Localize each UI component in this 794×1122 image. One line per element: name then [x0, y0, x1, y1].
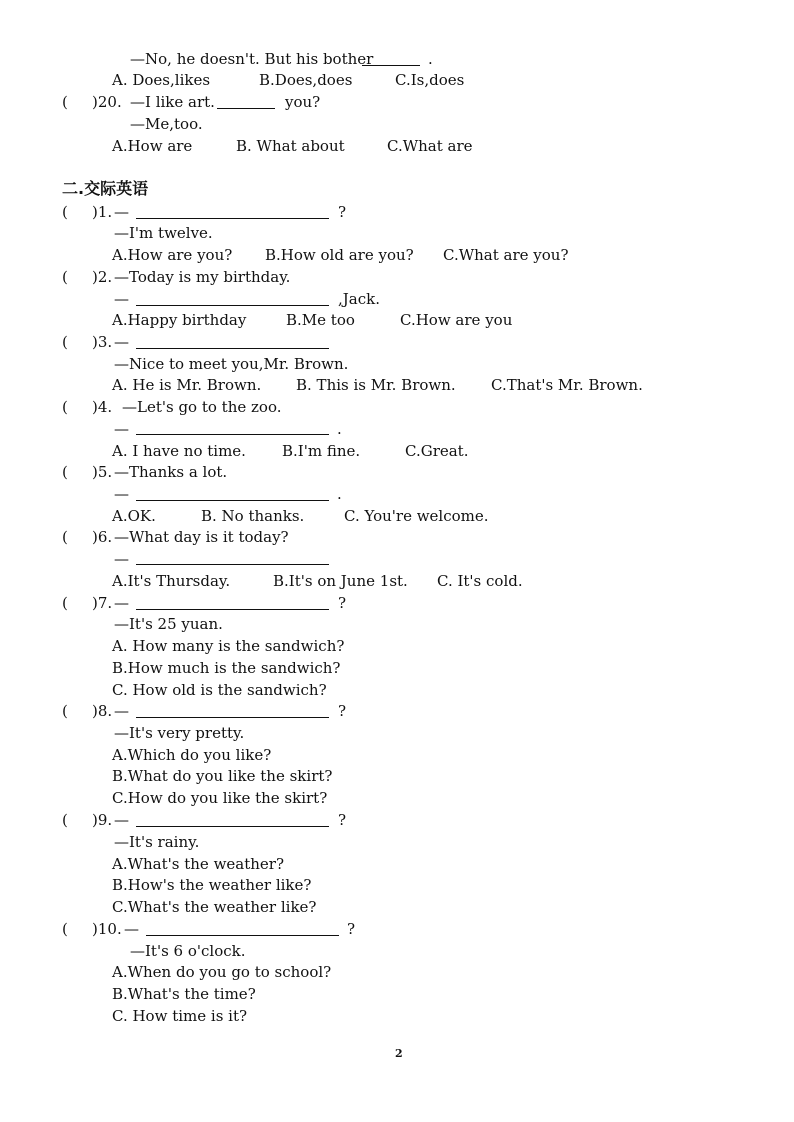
item8-number: )8. — [92, 702, 113, 720]
item4-option-c: C.Great. — [405, 442, 469, 460]
item8-paren-open: ( — [62, 702, 68, 720]
item7-line2: —It's 25 yuan. — [114, 615, 223, 633]
item4-number: )4. — [92, 398, 113, 416]
q19-blank[interactable] — [362, 65, 420, 66]
q20-answer-line: —Me,too. — [130, 115, 203, 133]
item3-blank[interactable] — [136, 348, 329, 349]
item9-line2: —It's rainy. — [114, 833, 200, 851]
item7-number: )7. — [92, 594, 113, 612]
item7-option-b: B.How much is the sandwich? — [112, 659, 341, 677]
item9-paren-open: ( — [62, 811, 68, 829]
item1-blank[interactable] — [136, 218, 329, 219]
item10-number: )10. — [92, 920, 122, 938]
item8-line1-end: ? — [338, 702, 347, 720]
item1-option-b: B.How old are you? — [265, 246, 414, 264]
item9-number: )9. — [92, 811, 113, 829]
item3-line2: —Nice to meet you,Mr. Brown. — [114, 355, 349, 373]
item1-option-a: A.How are you? — [112, 246, 233, 264]
item10-option-b: B.What's the time? — [112, 985, 256, 1003]
item4-line2-end: . — [337, 420, 342, 438]
q20-blank[interactable] — [217, 108, 275, 109]
item4-option-b: B.I'm fine. — [282, 442, 361, 460]
item8-line2: —It's very pretty. — [114, 724, 245, 742]
item9-line1-end: ? — [338, 811, 347, 829]
item4-paren-open: ( — [62, 398, 68, 416]
item2-option-b: B.Me too — [286, 311, 355, 329]
item9-option-c: C.What's the weather like? — [112, 898, 317, 916]
item8-option-a: A.Which do you like? — [112, 746, 272, 764]
item5-option-c: C. You're welcome. — [344, 507, 489, 525]
item10-blank[interactable] — [146, 935, 339, 936]
q19-answer-end: . — [428, 50, 433, 68]
item2-line2-end: ,Jack. — [338, 290, 380, 308]
item5-line2-end: . — [337, 485, 342, 503]
item1-line1-end: ? — [338, 203, 347, 221]
item3-number: )3. — [92, 333, 113, 351]
q19-option-a: A. Does,likes — [112, 71, 211, 89]
q19-answer-line: —No, he doesn't. But his bother — [130, 50, 374, 68]
item3-option-b: B. This is Mr. Brown. — [296, 376, 456, 394]
item5-number: )5. — [92, 463, 113, 481]
item5-blank[interactable] — [136, 500, 329, 501]
item5-paren-open: ( — [62, 463, 68, 481]
item7-option-c: C. How old is the sandwich? — [112, 681, 327, 699]
item8-line1: — — [114, 702, 129, 720]
q20-stem-end: you? — [285, 93, 321, 111]
item2-option-c: C.How are you — [400, 311, 513, 329]
item3-paren-open: ( — [62, 333, 68, 351]
item5-option-b: B. No thanks. — [201, 507, 305, 525]
item3-option-a: A. He is Mr. Brown. — [112, 376, 262, 394]
item1-line1: — — [114, 203, 129, 221]
q20-option-b: B. What about — [236, 137, 345, 155]
q19-option-c: C.Is,does — [395, 71, 465, 89]
item10-option-a: A.When do you go to school? — [112, 963, 332, 981]
q19-option-b: B.Does,does — [259, 71, 353, 89]
item9-line1: — — [114, 811, 129, 829]
q20-paren-open: ( — [62, 93, 68, 111]
item1-line2: —I'm twelve. — [114, 224, 213, 242]
item6-option-a: A.It's Thursday. — [112, 572, 231, 590]
q20-option-a: A.How are — [112, 137, 193, 155]
item4-line2-start: — — [114, 420, 129, 438]
item6-number: )6. — [92, 528, 113, 546]
item8-option-b: B.What do you like the skirt? — [112, 767, 333, 785]
item10-line2: —It's 6 o'clock. — [130, 942, 246, 960]
item7-line1-end: ? — [338, 594, 347, 612]
item6-line1: —What day is it today? — [114, 528, 289, 546]
item9-option-b: B.How's the weather like? — [112, 876, 312, 894]
item2-paren-open: ( — [62, 268, 68, 286]
item8-option-c: C.How do you like the skirt? — [112, 789, 328, 807]
item1-paren-open: ( — [62, 203, 68, 221]
item10-line1-end: ? — [347, 920, 356, 938]
item3-line1: — — [114, 333, 129, 351]
item4-blank[interactable] — [136, 434, 329, 435]
item4-option-a: A. I have no time. — [112, 442, 246, 460]
item9-blank[interactable] — [136, 826, 329, 827]
item2-number: )2. — [92, 268, 113, 286]
item10-line1: — — [124, 920, 139, 938]
item8-blank[interactable] — [136, 717, 329, 718]
item2-option-a: A.Happy birthday — [112, 311, 247, 329]
item7-blank[interactable] — [136, 609, 329, 610]
item2-blank[interactable] — [136, 305, 329, 306]
item7-line1: — — [114, 594, 129, 612]
item1-option-c: C.What are you? — [443, 246, 569, 264]
q20-stem: —I like art. — [130, 93, 215, 111]
item6-line2-start: — — [114, 550, 129, 568]
item1-number: )1. — [92, 203, 113, 221]
item6-blank[interactable] — [136, 564, 329, 565]
page-number: 2 — [395, 1047, 403, 1060]
item6-option-b: B.It's on June 1st. — [273, 572, 408, 590]
item5-option-a: A.OK. — [112, 507, 156, 525]
item2-line1: —Today is my birthday. — [114, 268, 291, 286]
item5-line1: —Thanks a lot. — [114, 463, 228, 481]
item3-option-c: C.That's Mr. Brown. — [491, 376, 643, 394]
q20-number: )20. — [92, 93, 122, 111]
item4-line1: —Let's go to the zoo. — [122, 398, 282, 416]
item2-line2-start: — — [114, 290, 129, 308]
item6-paren-open: ( — [62, 528, 68, 546]
item5-line2-start: — — [114, 485, 129, 503]
item6-option-c: C. It's cold. — [437, 572, 523, 590]
item10-paren-open: ( — [62, 920, 68, 938]
item10-option-c: C. How time is it? — [112, 1007, 248, 1025]
item7-option-a: A. How many is the sandwich? — [112, 637, 345, 655]
item7-paren-open: ( — [62, 594, 68, 612]
q20-option-c: C.What are — [387, 137, 473, 155]
item9-option-a: A.What's the weather? — [112, 855, 285, 873]
section-title: 二.交际英语 — [62, 179, 149, 198]
